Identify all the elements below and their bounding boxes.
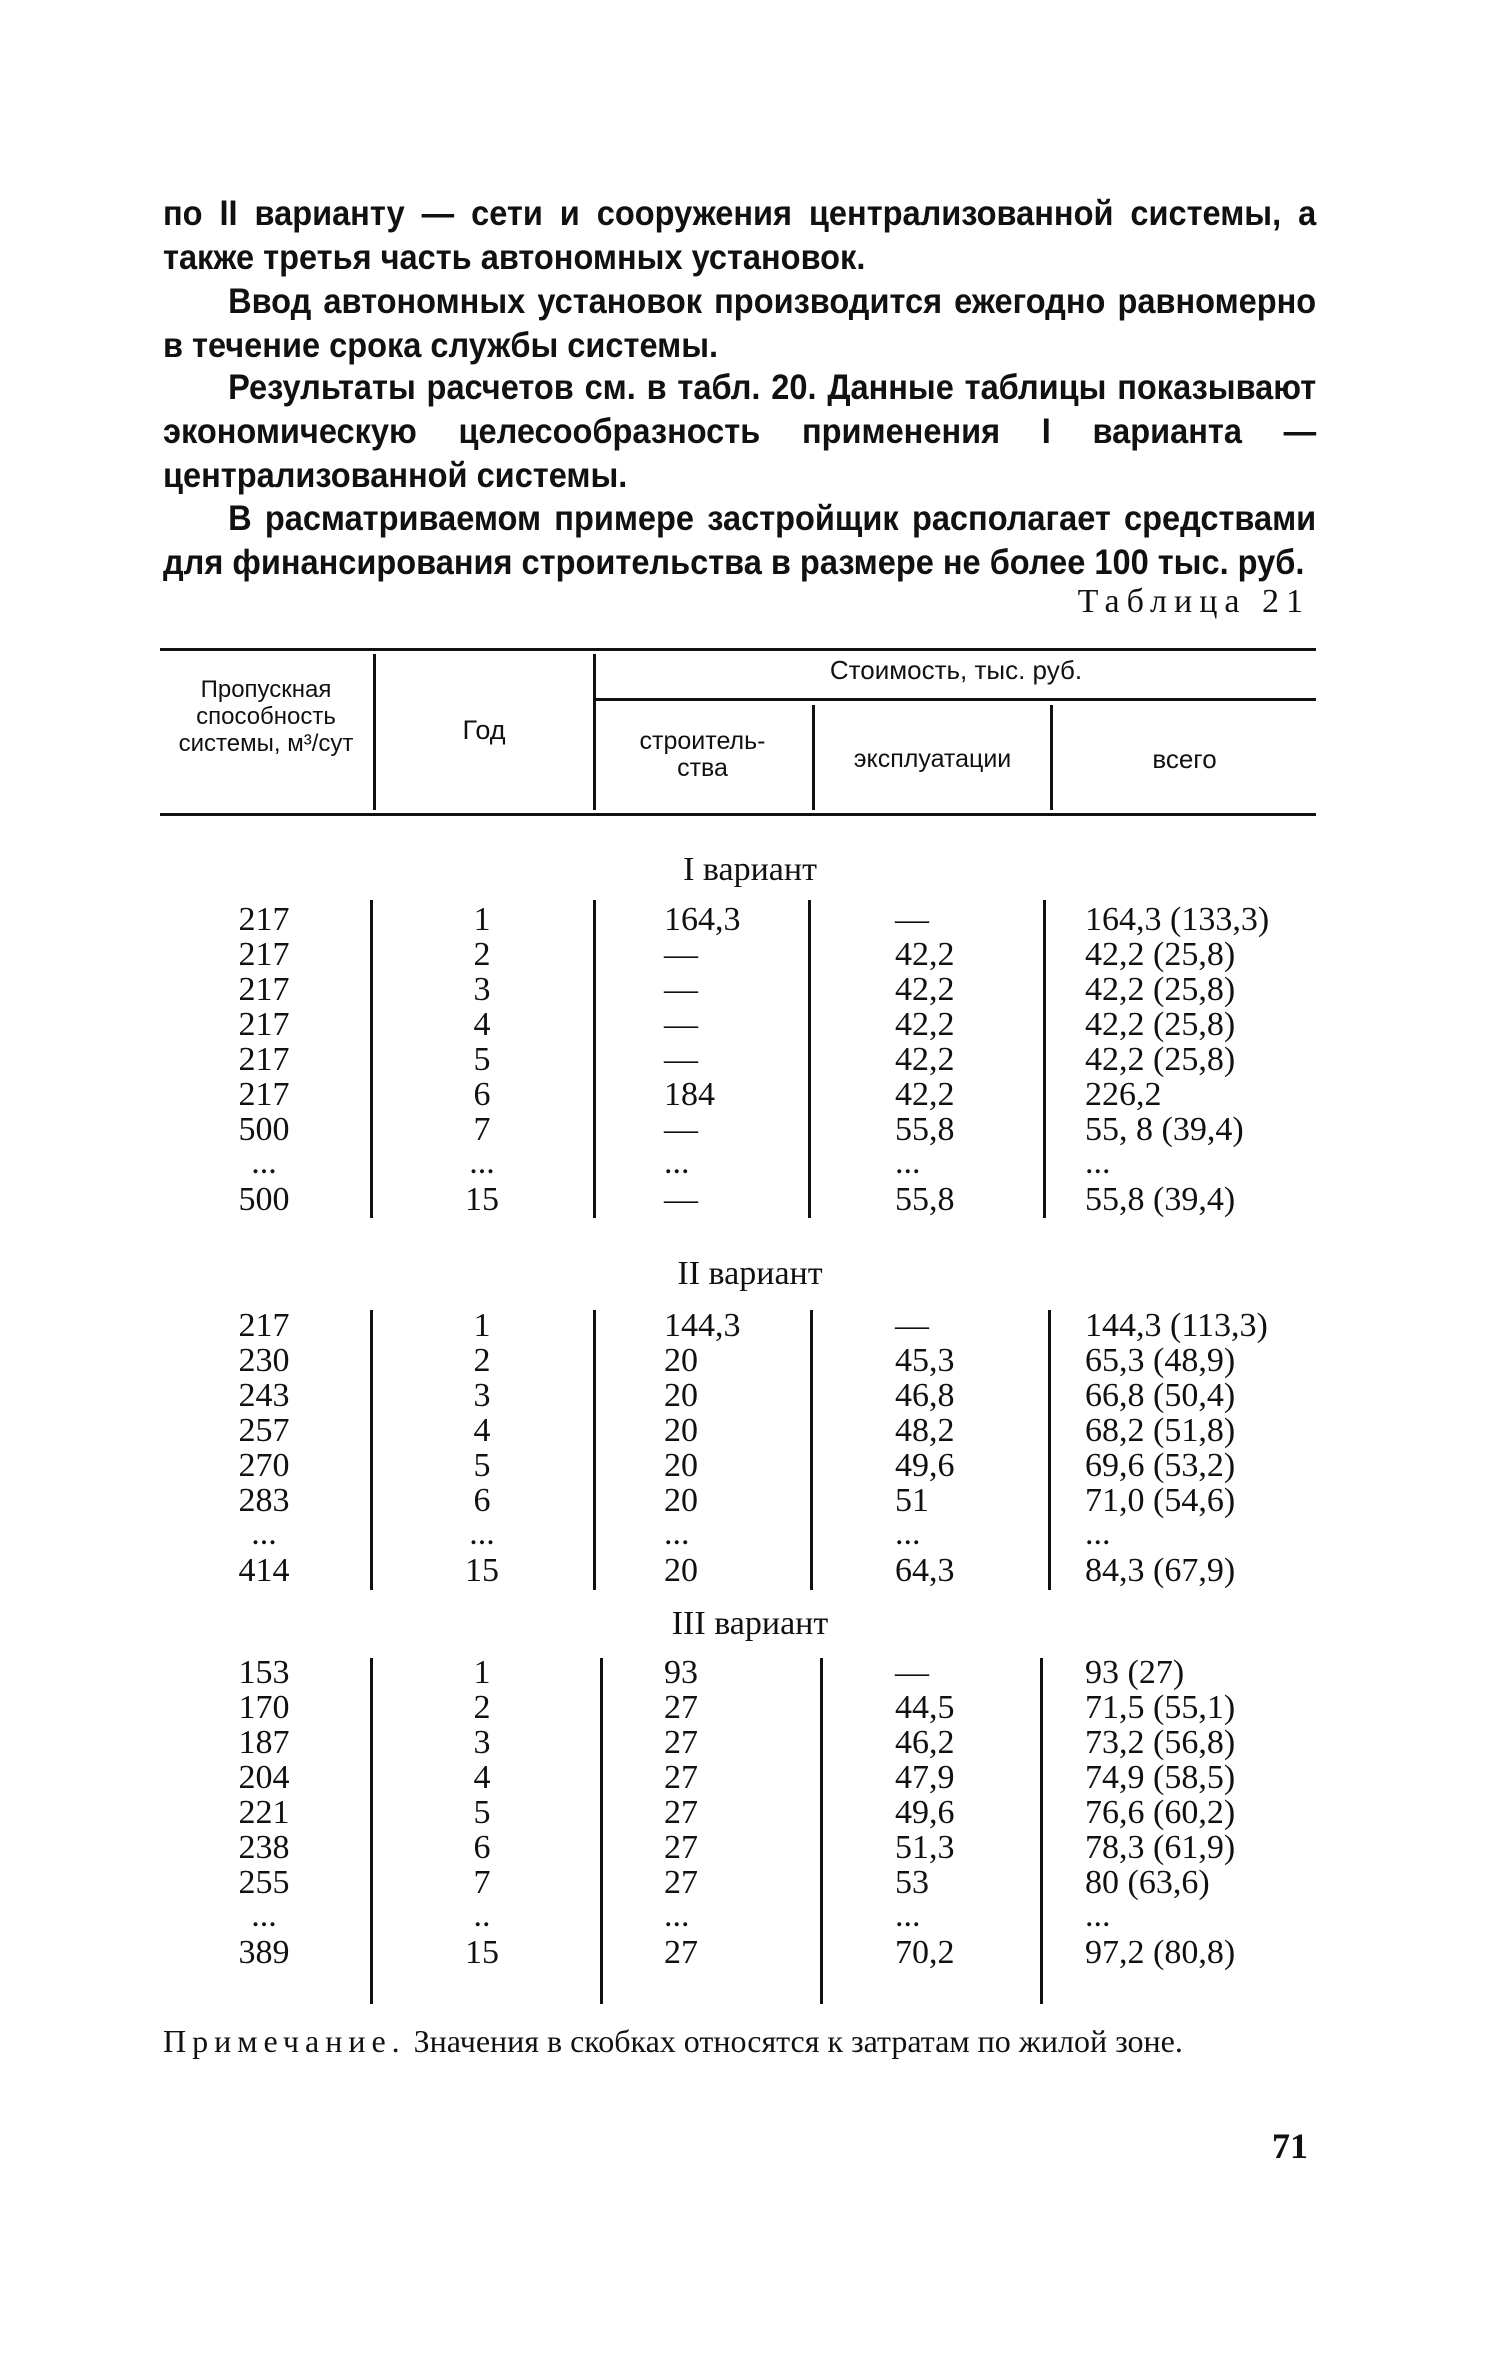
column-divider-4 — [1040, 1658, 1043, 2004]
table-cell: 144,3 — [664, 1307, 741, 1344]
table-cell: 217 — [238, 1006, 290, 1043]
table-cell: 44,5 — [895, 1689, 955, 1726]
table-cell: 217 — [238, 901, 290, 938]
table-cell: 68,2 (51,8) — [1085, 1412, 1236, 1449]
header-operation: эксплуатации — [853, 745, 1012, 773]
table-cell: 27 — [664, 1794, 698, 1831]
table-cell: 46,2 — [895, 1724, 955, 1761]
table-caption: Таблица 21 — [1077, 583, 1310, 620]
table-cell: 283 — [238, 1482, 290, 1519]
table-cell: 6 — [473, 1829, 491, 1866]
table-cell: ... — [1085, 1897, 1111, 1934]
table-cell: 226,2 — [1085, 1076, 1162, 1113]
table-cell: 6 — [473, 1076, 491, 1113]
table-cell: — — [664, 1181, 698, 1218]
table-cell: 65,3 (48,9) — [1085, 1342, 1236, 1379]
table-cell: 49,6 — [895, 1794, 955, 1831]
table-cell: 51,3 — [895, 1829, 955, 1866]
table-cell: 53 — [895, 1864, 929, 1901]
table-cell: 164,3 — [664, 901, 741, 938]
table-cell: 42,2 (25,8) — [1085, 1006, 1236, 1043]
table-cell: 217 — [238, 1076, 290, 1113]
table-cell: 230 — [238, 1342, 290, 1379]
table-cell: 15 — [465, 1181, 499, 1218]
table-cell: ... — [469, 1144, 495, 1181]
table-cell: 153 — [238, 1654, 290, 1691]
table-cell: 48,2 — [895, 1412, 955, 1449]
table-cell: 7 — [473, 1111, 491, 1148]
page-number: 71 — [1272, 2126, 1308, 2166]
header-total: всего — [1152, 744, 1217, 774]
column-divider-3 — [810, 1310, 813, 1590]
table-cell: ... — [664, 1515, 690, 1552]
table-cell: 42,2 (25,8) — [1085, 971, 1236, 1008]
table-cell: 27 — [664, 1829, 698, 1866]
table-cell: 3 — [473, 1724, 491, 1761]
table-cell: ... — [895, 1144, 921, 1181]
table-cell: 204 — [238, 1759, 290, 1796]
table-cell: 20 — [664, 1342, 698, 1379]
section-title-variant-2: II вариант — [677, 1255, 823, 1292]
column-divider-1 — [370, 900, 373, 1218]
table-cell: 71,0 (54,6) — [1085, 1482, 1236, 1519]
table-top-rule — [160, 648, 1316, 651]
table-cell: ... — [664, 1144, 690, 1181]
table-cell: 1 — [473, 1307, 491, 1344]
table-cell: 97,2 (80,8) — [1085, 1934, 1236, 1971]
table-cell: 42,2 (25,8) — [1085, 936, 1236, 973]
table-cell: 1 — [473, 901, 491, 938]
header-capacity: Пропускная способность системы, м³/сут — [178, 676, 354, 757]
table-cell: — — [895, 1654, 929, 1691]
table-cell: 20 — [664, 1552, 698, 1589]
table-cell: 64,3 — [895, 1552, 955, 1589]
table-cell: 71,5 (55,1) — [1085, 1689, 1236, 1726]
table-cell: 42,2 — [895, 1076, 955, 1113]
table-cell: 93 — [664, 1654, 698, 1691]
table-cell: — — [664, 971, 698, 1008]
table-cell: 414 — [238, 1552, 290, 1589]
cost-group-rule — [595, 698, 1316, 701]
table-cell: 217 — [238, 936, 290, 973]
table-cell: 76,6 (60,2) — [1085, 1794, 1236, 1831]
table-cell: ... — [664, 1897, 690, 1934]
column-divider-3 — [820, 1658, 823, 2004]
table-cell: 6 — [473, 1482, 491, 1519]
table-cell: — — [664, 936, 698, 973]
table-note — [163, 2022, 1323, 2060]
table-cell: 80 (63,6) — [1085, 1864, 1210, 1901]
table-cell: 27 — [664, 1759, 698, 1796]
table-cell: 27 — [664, 1724, 698, 1761]
table-cell: — — [664, 1111, 698, 1148]
table-cell: — — [664, 1041, 698, 1078]
header-construction: строитель-ства — [639, 727, 766, 782]
table-cell: 217 — [238, 971, 290, 1008]
header-cost-group: Стоимость, тыс. руб. — [829, 655, 1083, 685]
table-cell: ... — [469, 1515, 495, 1552]
table-cell: 42,2 — [895, 1006, 955, 1043]
table-cell: 243 — [238, 1377, 290, 1414]
table-cell: 270 — [238, 1447, 290, 1484]
table-cell: 3 — [473, 971, 491, 1008]
table-cell: 74,9 (58,5) — [1085, 1759, 1236, 1796]
table-cell: 217 — [238, 1307, 290, 1344]
table-cell: 46,8 — [895, 1377, 955, 1414]
table-cell: — — [895, 901, 929, 938]
table-cell: 93 (27) — [1085, 1654, 1185, 1691]
table-cell: 51 — [895, 1482, 929, 1519]
table-cell: ... — [1085, 1515, 1111, 1552]
table-cell: 27 — [664, 1934, 698, 1971]
column-divider-3 — [808, 900, 811, 1218]
table-cell: 4 — [473, 1412, 491, 1449]
table-cell: — — [895, 1307, 929, 1344]
table-cell: 20 — [664, 1377, 698, 1414]
table-cell: 49,6 — [895, 1447, 955, 1484]
paragraph-3 — [163, 366, 1316, 498]
table-cell: 84,3 (67,9) — [1085, 1552, 1236, 1589]
table-cell: 2 — [473, 1689, 491, 1726]
table-cell: 2 — [473, 1342, 491, 1379]
table-cell: 20 — [664, 1412, 698, 1449]
table-cell: 15 — [465, 1552, 499, 1589]
column-divider-2 — [593, 1310, 596, 1590]
column-divider-4 — [1048, 1310, 1051, 1590]
table-cell: 47,9 — [895, 1759, 955, 1796]
header-year: Год — [462, 715, 506, 745]
table-cell: 5 — [473, 1447, 491, 1484]
paragraph-4-text: В расматриваемом примере застройщик располагает средствами для финансирования строительства в размере не более 100 тыс. руб. — [163, 499, 1317, 582]
table-cell: 45,3 — [895, 1342, 955, 1379]
table-cell: 4 — [473, 1759, 491, 1796]
table-cell: 1 — [473, 1654, 491, 1691]
section-title-variant-1: I вариант — [683, 851, 817, 888]
table-cell: 3 — [473, 1377, 491, 1414]
table-cell: 42,2 — [895, 1041, 955, 1078]
paragraph-2 — [163, 280, 1316, 368]
table-cell: 255 — [238, 1864, 290, 1901]
table-cell: ... — [251, 1144, 277, 1181]
table-cell: .. — [473, 1897, 491, 1934]
table-cell: 144,3 (113,3) — [1085, 1307, 1268, 1344]
table-cell: 2 — [473, 936, 491, 973]
column-divider-2 — [593, 900, 596, 1218]
table-cell: 55,8 (39,4) — [1085, 1181, 1236, 1218]
table-cell: 238 — [238, 1829, 290, 1866]
paragraph-3-text: Результаты расчетов см. в табл. 20. Данные таблицы показывают экономическую целесообразность применения I варианта — централизованной системы. — [163, 368, 1317, 495]
table-cell: ... — [251, 1515, 277, 1552]
table-cell: 257 — [238, 1412, 290, 1449]
note-lead: Примечание. — [163, 2023, 406, 2059]
column-divider-1 — [370, 1658, 373, 2004]
column-divider-4 — [1043, 900, 1046, 1218]
table-cell: 5 — [473, 1794, 491, 1831]
column-divider-2 — [600, 1658, 603, 2004]
table-cell: ... — [1085, 1144, 1111, 1181]
table-cell: 27 — [664, 1864, 698, 1901]
paragraph-1: по II варианту — сети и сооружения централизованной системы, а также третья часть автономных установок. — [163, 194, 1317, 277]
section-title-variant-3: III вариант — [671, 1605, 829, 1642]
table-cell: 27 — [664, 1689, 698, 1726]
table-cell: 55,8 — [895, 1111, 955, 1148]
table-cell: 55,8 — [895, 1181, 955, 1218]
table-cell: ... — [895, 1515, 921, 1552]
table-cell: 389 — [238, 1934, 290, 1971]
table-cell: 7 — [473, 1864, 491, 1901]
column-divider-1 — [370, 1310, 373, 1590]
table-cell: 187 — [238, 1724, 290, 1761]
table-cell: 20 — [664, 1447, 698, 1484]
table-cell: 20 — [664, 1482, 698, 1519]
table-cell: 66,8 (50,4) — [1085, 1377, 1236, 1414]
table-cell: — — [664, 1006, 698, 1043]
table-cell: 500 — [238, 1181, 290, 1218]
table-cell: 70,2 — [895, 1934, 955, 1971]
table-cell: 78,3 (61,9) — [1085, 1829, 1236, 1866]
paragraph-4 — [163, 497, 1316, 585]
table-cell: 217 — [238, 1041, 290, 1078]
header-bottom-rule — [160, 813, 1316, 816]
table-cell: 164,3 (133,3) — [1085, 901, 1270, 938]
paragraph-2-text: Ввод автономных установок производится ежегодно равномерно в течение срока службы системы. — [163, 282, 1317, 365]
table-cell: 42,2 (25,8) — [1085, 1041, 1236, 1078]
table-cell: 69,6 (53,2) — [1085, 1447, 1236, 1484]
table-cell: 184 — [664, 1076, 715, 1113]
table-cell: 221 — [238, 1794, 290, 1831]
table-cell: 15 — [465, 1934, 499, 1971]
table-cell: 500 — [238, 1111, 290, 1148]
table-cell: ... — [895, 1897, 921, 1934]
table-cell: 5 — [473, 1041, 491, 1078]
table-cell: ... — [251, 1897, 277, 1934]
table-cell: 170 — [238, 1689, 290, 1726]
table-cell: 55, 8 (39,4) — [1085, 1111, 1244, 1148]
table-cell: 42,2 — [895, 971, 955, 1008]
table-cell: 4 — [473, 1006, 491, 1043]
table-cell: 73,2 (56,8) — [1085, 1724, 1236, 1761]
note-text: Значения в скобках относятся к затратам по жилой зоне. — [413, 2023, 1183, 2059]
table-cell: 42,2 — [895, 936, 955, 973]
